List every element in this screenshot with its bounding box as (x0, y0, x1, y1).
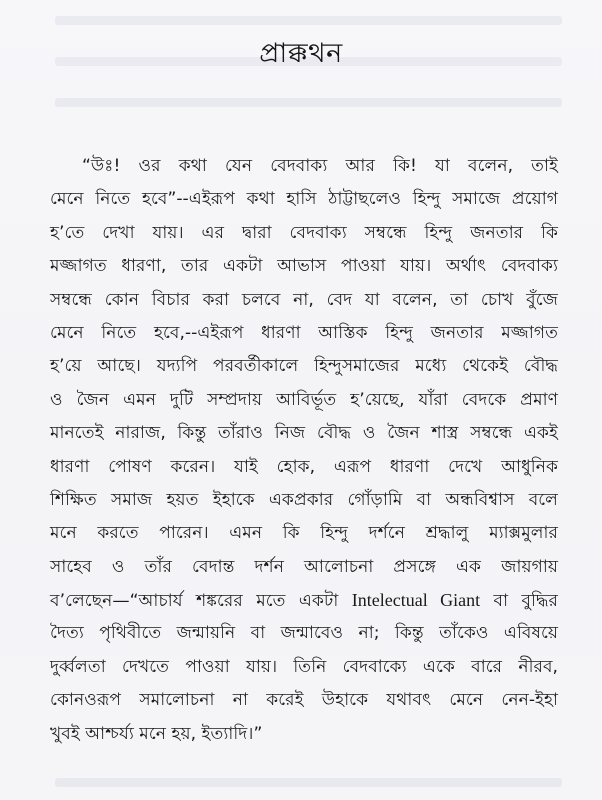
text-line-14 (50, 584, 558, 617)
bleed-through-text (55, 16, 562, 25)
preface-paragraph (50, 150, 558, 751)
text-line-11: শিক্ষিত সমাজ হয়ত ইহাকে একপ্রকার গোঁড়ামি বা অন্ধবিশ্বাস বলে (50, 489, 558, 510)
text-line-14-start: ব’লেছেন—“আচার্য শঙ্করের মতে একটা (50, 591, 352, 612)
text-line-13: সাহেব ও তাঁর বেদান্ত দর্শন আলোচনা প্রসঙ্গে এক জায়গায় (50, 556, 558, 577)
text-line-6: মেনে নিতে হবে,--এইরূপ ধারণা আস্তিক হিন্দু জনতার মজ্জাগত (50, 322, 558, 343)
text-line-1: “উঃ! ওর কথা যেন বেদবাক্য আর কি! যা বলেন, তাই (82, 156, 558, 176)
text-line-15: দৈত্য পৃথিবীতে জন্মায়নি বা জন্মাবেও না; কিন্তু তাঁকেও এবিষয়ে (50, 623, 558, 644)
text-line-12: মনে করতে পারেন। এমন কি হিন্দু দর্শনে শ্রদ্ধালু ম্যাক্সমুলার (50, 523, 558, 544)
bleed-through-text (55, 98, 562, 107)
text-line-9: মানতেই নারাজ, কিন্তু তাঁরাও নিজ বৌদ্ধ ও জৈন শাস্ত্র সম্বন্ধে একই (50, 423, 558, 444)
bleed-through-text (55, 778, 562, 787)
text-line-7: হ’য়ে আছে। যদ্যপি পরবর্তীকালে হিন্দুসমাজের মধ্যে থেকেই বৌদ্ধ (50, 356, 558, 377)
text-line-17: কোনওরূপ সমালোচনা না করেই উহাকে যথাবৎ মেনে নেন-ইহা (50, 690, 558, 711)
page-title: প্রাক্কথন (259, 38, 343, 69)
text-line-8: ও জৈন এমন দুটি সম্প্রদায় আবির্ভূত হ’য়েছে, যাঁরা বেদকে প্রমাণ (50, 389, 558, 410)
text-line-2: মেনে নিতে হবে”--এইরূপ কথা হাসি ঠাট্টাছলেও হিন্দু সমাজে প্রয়োগ (50, 189, 558, 210)
text-line-10: ধারণা পোষণ করেন। যাই হোক, এরূপ ধারণা দেখে আধুনিক (50, 456, 558, 477)
text-line-18: খুবই আশ্চর্য্য মনে হয়, ইত্যাদি।” (50, 723, 263, 744)
text-line-5: সম্বন্ধে কোন বিচার করা চলবে না, বেদ যা বলেন, তা চোখ বুঁজে (50, 289, 558, 310)
text-line-3: হ’তে দেখা যায়। এর দ্বারা বেদবাক্য সম্বন্ধে হিন্দু জনতার কি (50, 222, 558, 243)
english-phrase: Intelectual Giant (351, 590, 481, 611)
text-line-16: দুর্ব্বলতা দেখতে পাওয়া যায়। তিনি বেদবাক্যে একে বারে নীরব, (50, 656, 558, 677)
text-line-4: মজ্জাগত ধারণা, তার একটা আভাস পাওয়া যায়। অর্থাৎ বেদবাক্য (50, 256, 558, 277)
text-line-14-end: বা বুদ্ধির (480, 591, 559, 612)
